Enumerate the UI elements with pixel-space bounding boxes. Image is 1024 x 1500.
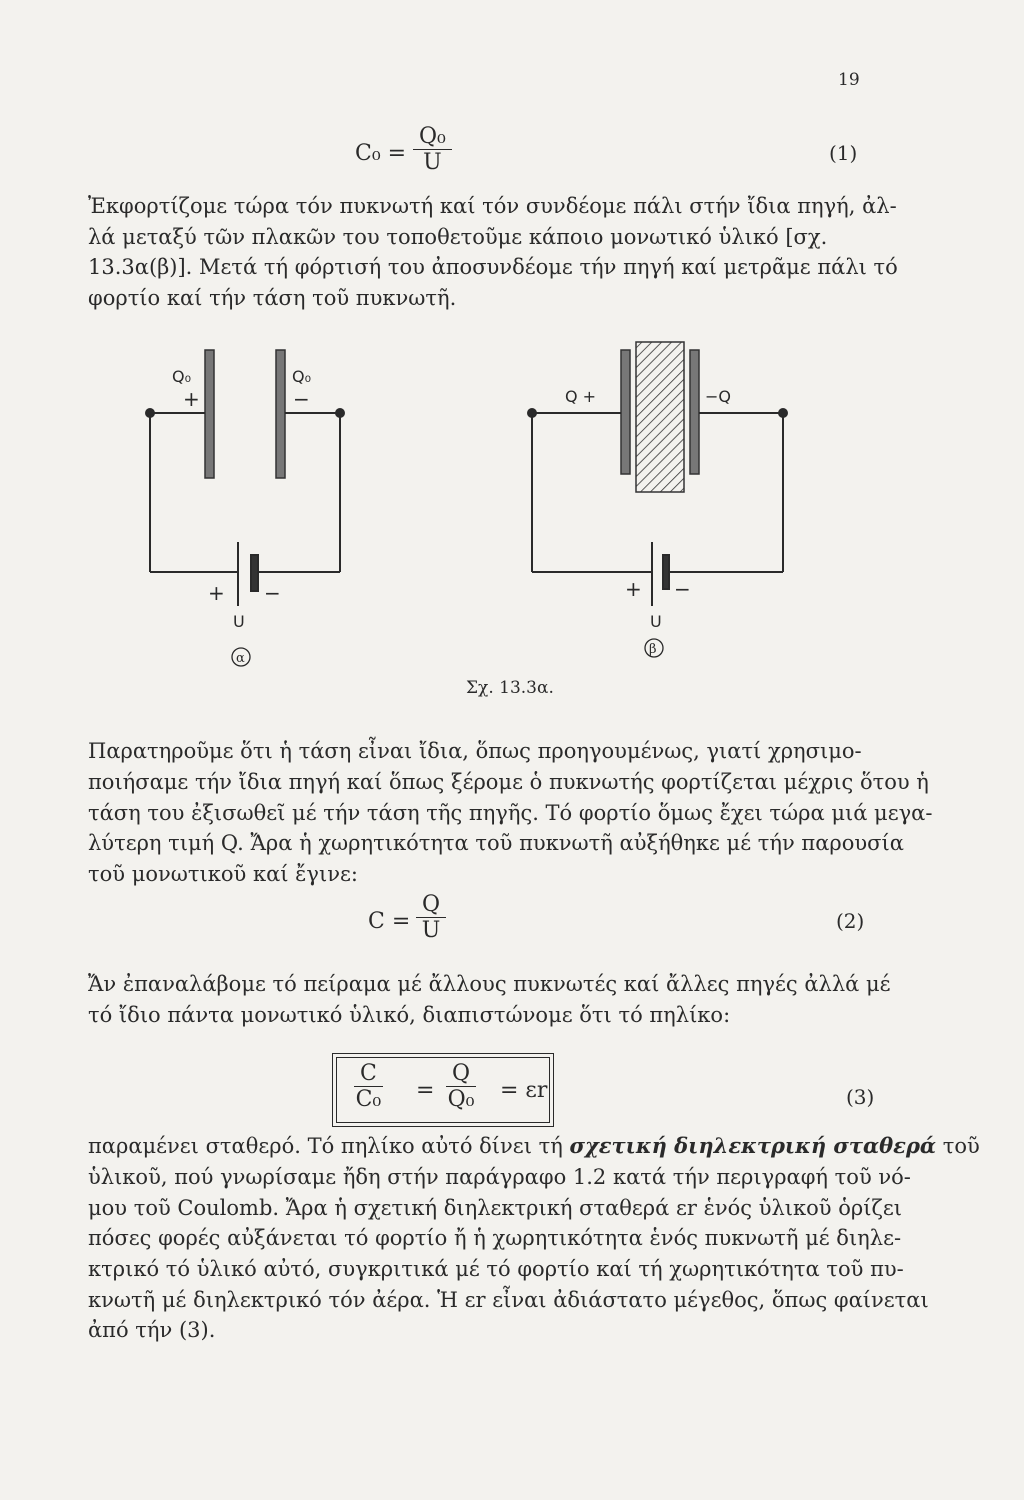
paragraph-1-line: λά μεταξύ τῶν πλακῶν του τοποθετοῦμε κάποιο μονωτικό ὑλικό [σχ. bbox=[88, 225, 828, 249]
paragraph-2-line: τάση του ἐξισωθεῖ μέ τήν τάση τῆς πηγῆς. Τό φορτίο ὅμως ἔχει τώρα μιά μεγα- bbox=[88, 801, 933, 825]
circuit-b-left-charge: Q + bbox=[565, 387, 597, 406]
equation-2-number: (2) bbox=[836, 909, 865, 933]
paragraph-4-line: κτρικό τό ὑλικό αὐτό, συγκριτικά μέ τό φορτίο καί τή χωρητικότητα τοῦ πυ- bbox=[88, 1257, 904, 1281]
equation-1-numerator: Q₀ bbox=[413, 125, 452, 150]
paragraph-3-line: Ἄν ἐπαναλάβομε τό πείραμα μέ ἄλλους πυκνωτές καί ἄλλες πηγές ἀλλά μέ bbox=[88, 972, 891, 996]
capacitor-figure bbox=[0, 330, 1024, 680]
paragraph-4-line: ἀπό τήν (3). bbox=[88, 1318, 216, 1342]
circuit-b-label: β bbox=[649, 642, 657, 657]
paragraph-4-text: τοῦ bbox=[936, 1134, 980, 1158]
paragraph-4-first-line bbox=[88, 1132, 980, 1160]
paragraph-2-line: λύτερη τιμή Q. Ἄρα ἡ χωρητικότητα τοῦ πυκνωτῆ αὐξήθηκε μέ τήν παρουσία bbox=[88, 831, 904, 855]
circuit-a-left-sign: + bbox=[183, 387, 200, 411]
circuit-b-battery-minus: − bbox=[674, 577, 691, 601]
paragraph-1-line: 13.3α(β)]. Μετά τή φόρτισή του ἀποσυνδέομε τήν πηγή καί μετρᾶμε πάλι τό bbox=[88, 255, 898, 279]
paragraph-2-line: Παρατηροῦμε ὅτι ἡ τάση εἶναι ἴδια, ὅπως προηγουμένως, γιατί χρησιμο- bbox=[88, 739, 862, 763]
paragraph-3-line: τό ἴδιο πάντα μονωτικό ὑλικό, διαπιστώνομε ὅτι τό πηλίκο: bbox=[88, 1003, 731, 1027]
paragraph-4-line: ὑλικοῦ, πού γνωρίσαμε ἤδη στήν παράγραφο 1.2 κατά τήν περιγραφή τοῦ νό- bbox=[88, 1165, 911, 1189]
equation-1-lhs: C₀ = bbox=[355, 141, 407, 166]
circuit-a-label: α bbox=[236, 651, 245, 666]
equation-2-denominator: U bbox=[421, 918, 441, 943]
equation-3-fraction-right bbox=[446, 1062, 476, 1113]
equation-3-numerator-left: C bbox=[354, 1062, 383, 1087]
equation-3-equals: = bbox=[416, 1078, 435, 1103]
equation-3-denominator-right: Q₀ bbox=[447, 1087, 475, 1112]
equation-3-denominator-left: C₀ bbox=[355, 1087, 382, 1112]
paragraph-4-text: παραμένει σταθερό. Τό πηλίκο αὐτό δίνει τή bbox=[88, 1134, 570, 1158]
equation-1-denominator: U bbox=[423, 150, 442, 175]
figure-caption: Σχ. 13.3α. bbox=[466, 678, 554, 698]
paragraph-4-line: μου τοῦ Coulomb. Ἄρα ἡ σχετική διηλεκτρική σταθερά εr ἑνός ὑλικοῦ ὁρίζει bbox=[88, 1196, 902, 1220]
page-number: 19 bbox=[838, 70, 860, 90]
equation-2-numerator: Q bbox=[416, 893, 446, 918]
circuit-b-battery-plus: + bbox=[625, 577, 642, 601]
paragraph-2-line: τοῦ μονωτικοῦ καί ἔγινε: bbox=[88, 862, 358, 886]
paragraph-4-line: πόσες φορές αὐξάνεται τό φορτίο ἤ ἡ χωρητικότητα ἑνός πυκνωτῆ μέ διηλε- bbox=[88, 1226, 902, 1250]
circuit-a-left-charge: Q₀ bbox=[172, 367, 192, 386]
paragraph-2-line: ποιήσαμε τήν ἴδια πηγή καί ὅπως ξέρομε ὁ πυκνωτής φορτίζεται μέχρις ὅτου ἡ bbox=[88, 770, 929, 794]
paragraph-4-line: κνωτῆ μέ διηλεκτρικό τόν ἀέρα. Ἡ εr εἶναι ἀδιάστατο μέγεθος, ὅπως φαίνεται bbox=[88, 1288, 929, 1312]
circuit-b bbox=[528, 342, 787, 606]
circuit-b-right-charge: −Q bbox=[705, 387, 731, 406]
circuit-a-battery-minus: − bbox=[264, 581, 281, 605]
circuit-a-right-charge: Q₀ bbox=[292, 367, 312, 386]
paragraph-4-emphasis: σχετική διηλεκτρική σταθερά bbox=[569, 1133, 937, 1158]
circuit-a bbox=[146, 350, 344, 606]
equation-3-numerator-right: Q bbox=[446, 1062, 476, 1087]
paragraph-1-line: φορτίο καί τήν τάση τοῦ πυκνωτῆ. bbox=[88, 286, 457, 310]
circuit-a-right-sign: − bbox=[293, 387, 310, 411]
equation-1-number: (1) bbox=[829, 141, 858, 165]
equation-2 bbox=[368, 893, 878, 953]
circuit-a-source-label: U bbox=[233, 612, 245, 631]
equation-1 bbox=[355, 125, 875, 185]
equation-3-rhs: = εr bbox=[500, 1078, 548, 1103]
equation-2-lhs: C = bbox=[368, 909, 411, 934]
circuit-a-battery-plus: + bbox=[208, 581, 225, 605]
equation-3-number: (3) bbox=[846, 1085, 875, 1109]
equation-3-fraction-left bbox=[354, 1062, 383, 1113]
circuit-b-source-label: U bbox=[650, 612, 662, 631]
equation-2-fraction bbox=[416, 893, 446, 944]
paragraph-1-line: Ἐκφορτίζομε τώρα τόν πυκνωτή καί τόν συνδέομε πάλι στήν ἴδια πηγή, ἀλ- bbox=[88, 194, 897, 218]
equation-3 bbox=[340, 1060, 875, 1124]
equation-1-fraction bbox=[413, 125, 452, 176]
